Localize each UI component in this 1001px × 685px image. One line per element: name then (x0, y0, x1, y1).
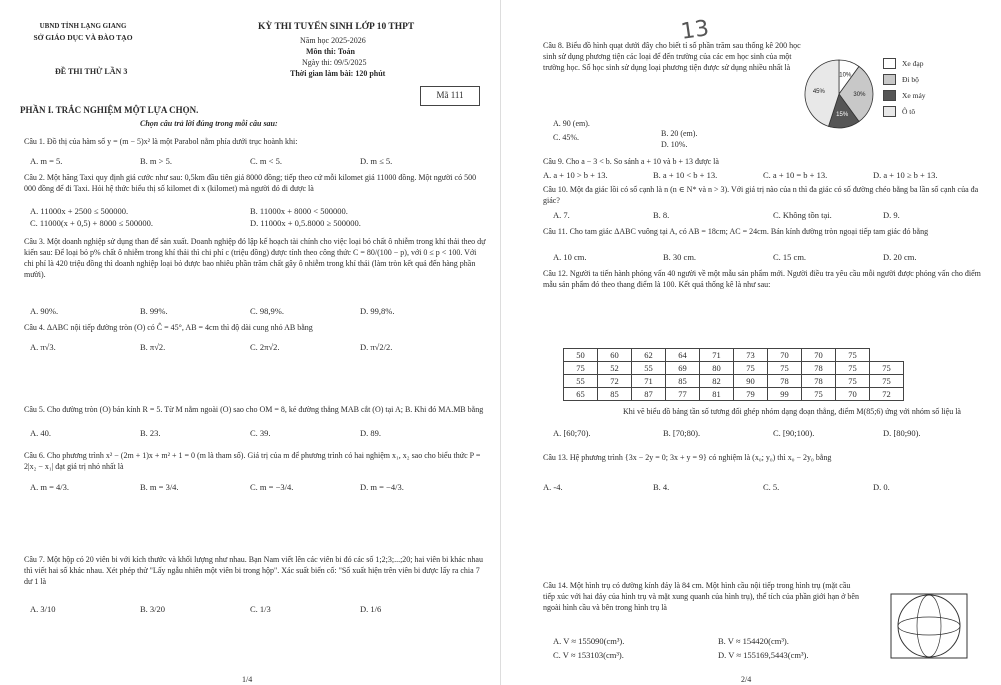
option: D. 0. (873, 482, 890, 492)
question-5: Câu 5. Cho đường tròn (O) bán kính R = 5. Từ M nằm ngoài (O) sao cho OM = 8, kẻ đường thẳng MAB cắt (O) tại A; B. Khi đó MA.MB bằng (24, 405, 484, 414)
option: D. 11000x + 0,5.8000 ≥ 500000. (250, 218, 361, 228)
table-cell: 75 (802, 388, 836, 401)
question-10: Câu 10. Một đa giác lồi có số cạnh là n (n ∈ N* và n > 3). Với giá trị nào của n thì đa giác có số đường chéo bằng ba lần số cạnh của đa giác? (543, 185, 979, 205)
question-9: Câu 9. Cho a − 3 < b. So sánh a + 10 và b + 13 được là (543, 157, 719, 166)
option: C. 15 cm. (773, 252, 807, 262)
table-cell: 75 (836, 362, 870, 375)
table-cell: 70 (768, 349, 802, 362)
option: D. [80;90). (883, 428, 921, 438)
option: B. m = 3/4. (140, 482, 179, 492)
table-cell: 72 (870, 388, 904, 401)
question-4-options (30, 342, 470, 352)
pie-legend (883, 58, 926, 122)
question-3: Câu 3. Một doanh nghiệp sử dụng than để sản xuất. Doanh nghiệp đó lập kế hoạch tài chính cho việc loại bỏ chất ô nhiễm trong khí thải theo dự kiến sau: Để loại bỏ p% chất ô nhiễm trong khí thải thì chi phí c (triệu đồng) được tính theo công thức C = 80/(100 − p), với 0 ≤ p < 100. Với chi phí là 420 triệu đồng thì doanh nghiệp loại bỏ được bao nhiêu phần trăm chất gây ô nhiễm trong khí thải (làm tròn kết quả đến hàng phần mười). (24, 237, 486, 279)
option: C. 39. (250, 428, 271, 438)
table-cell: 90 (734, 375, 768, 388)
sphere-meridian (917, 595, 941, 657)
legend-label: Xe máy (902, 91, 926, 100)
option: A. a + 10 > b + 13. (543, 170, 608, 180)
option: D. m ≤ 5. (360, 156, 393, 166)
table-cell: 75 (870, 362, 904, 375)
legend-label: Xe đạp (902, 59, 924, 68)
question-8: Câu 8. Biểu đồ hình quạt dưới đây cho biết tỉ số phần trăm sau thống kê 200 học sinh sử dụng phương tiện các loại để đến trường của các em học sinh của một trường học. Số học sinh sử dụng loại phương tiện được sử dụng nhiều nhất là (543, 41, 801, 72)
question-6-options (30, 482, 470, 492)
legend-swatch (883, 74, 896, 85)
school-dept (28, 21, 138, 43)
question-12-options (553, 428, 983, 438)
table-cell: 55 (564, 375, 598, 388)
question-14: Câu 14. Một hình trụ có đường kính đáy là 84 cm. Một hình cầu nội tiếp trong hình trụ (mặt cầu tiếp xúc với hai đáy của hình trụ và mặt xung quanh của hình trụ), thể tích của phần giới hạn ở bên ngoài hình cầu và bên trong hình trụ là (543, 581, 859, 612)
question-8-option-d: D. 10%. (661, 140, 688, 149)
dept-lower: SỞ GIÁO DỤC VÀ ĐÀO TẠO (33, 33, 133, 42)
table-row (564, 362, 904, 375)
transport-pie-chart (801, 56, 877, 132)
legend-item (883, 74, 926, 85)
table-cell: 81 (700, 388, 734, 401)
option: A. 40. (30, 428, 52, 438)
option: A. -4. (543, 482, 563, 492)
question-11-options (553, 252, 983, 262)
option: C. m < 5. (250, 156, 282, 166)
table-cell: 64 (666, 349, 700, 362)
question-2-options (30, 206, 470, 228)
option: A. 11000x + 2500 ≤ 500000. (30, 206, 129, 216)
cylinder-outline (891, 594, 967, 658)
option: D. π√2/2. (360, 342, 393, 352)
exam-code: Mã 111 (420, 86, 480, 106)
legend-swatch (883, 58, 896, 69)
option: C. V ≈ 153103(cm³). (553, 650, 624, 660)
legend-item (883, 90, 926, 101)
option: A. m = 5. (30, 156, 63, 166)
handwritten-mark: 13 (679, 16, 711, 45)
option: B. [70;80). (663, 428, 701, 438)
pie-slice-label: 15% (836, 112, 849, 119)
option: D. V ≈ 155169,5443(cm³). (718, 650, 809, 660)
legend-label: Đi bộ (902, 75, 919, 84)
table-cell: 80 (700, 362, 734, 375)
table-cell: 82 (700, 375, 734, 388)
legend-item (883, 106, 926, 117)
option: C. 98,9%. (250, 306, 284, 316)
sphere-outline (898, 595, 960, 657)
option: B. 30 cm. (663, 252, 697, 262)
option: C. 11000(x + 0,5) + 8000 ≤ 500000. (30, 218, 154, 228)
question-11: Câu 11. Cho tam giác ΔABC vuông tại A, có AB = 18cm; AC = 24cm. Bán kính đường tròn ngoại tiếp tam giác đó bằng (543, 227, 929, 236)
table-cell: 55 (632, 362, 666, 375)
option: A. 10 cm. (553, 252, 587, 262)
table-cell: 75 (734, 362, 768, 375)
question-7-options (30, 604, 470, 614)
option: B. 99%. (140, 306, 168, 316)
option: B. 4. (653, 482, 670, 492)
option: A. 90%. (30, 306, 59, 316)
question-8-option-c: C. 45%. (553, 133, 579, 142)
option: C. Không tồn tại. (773, 210, 832, 220)
question-4: Câu 4. ΔABC nội tiếp đường tròn (O) có Ĉ = 45°, AB = 4cm thì độ dài cung nhỏ AB bằng (24, 323, 313, 332)
exam-label: ĐỀ THI THỬ LẦN 3 (55, 67, 128, 76)
option: C. 2π√2. (250, 342, 280, 352)
table-cell: 69 (666, 362, 700, 375)
question-13-options (543, 482, 983, 492)
section-subtitle: Chọn câu trả lời đúng trong mỗi câu sau: (140, 119, 278, 128)
legend-swatch (883, 90, 896, 101)
table-cell: 85 (598, 388, 632, 401)
section-title: PHẦN I. TRẮC NGHIỆM MỘT LỰA CHỌN. (20, 105, 199, 115)
option: D. 9. (883, 210, 900, 220)
table-cell: 99 (768, 388, 802, 401)
question-2: Câu 2. Một hãng Taxi quy định giá cước như sau: 0,5km đầu tiên giá 8000 đồng; tiếp theo cứ mỗi kilomet giá 11000 đồng. Một người có 500 000 đồng để đi Taxi. Hỏi hệ thức biểu thị số kilomet đi x (kilomet) mà người đó đi được là (24, 173, 477, 193)
option: A. π√3. (30, 342, 56, 352)
table-cell: 75 (836, 349, 870, 362)
option: A. m = 4/3. (30, 482, 70, 492)
option: A. [60;70). (553, 428, 591, 438)
question-12-followup: Khi vẽ biểu đồ bảng tần số tương đối ghép nhóm dạng đoạn thẳng, điểm M(85;6) ứng với nhóm số liệu là (623, 407, 961, 416)
table-cell: 70 (802, 349, 836, 362)
option: C. [90;100). (773, 428, 815, 438)
option: A. 3/10 (30, 604, 56, 614)
option: C. 1/3 (250, 604, 271, 614)
sphere-equator (898, 617, 960, 635)
pie-slice-label: 45% (812, 88, 825, 95)
table-cell: 78 (768, 375, 802, 388)
table-cell: 52 (598, 362, 632, 375)
cylinder-sphere-figure (886, 590, 972, 662)
option: D. 89. (360, 428, 382, 438)
table-cell: 75 (564, 362, 598, 375)
table-cell: 75 (836, 375, 870, 388)
question-14-options (553, 636, 883, 660)
exam-title: KỲ THI TUYỂN SINH LỚP 10 THPT (258, 22, 415, 32)
option: C. 5. (763, 482, 780, 492)
table-cell: 87 (632, 388, 666, 401)
legend-item (883, 58, 926, 69)
question-10-options (553, 210, 983, 220)
table-row (564, 349, 904, 362)
legend-swatch (883, 106, 896, 117)
option: D. 20 cm. (883, 252, 917, 262)
table-cell: 79 (734, 388, 768, 401)
question-1: Câu 1. Đồ thị của hàm số y = (m − 5)x² là một Parabol nằm phía dưới trục hoành khi: (24, 137, 298, 146)
option: B. 3/20 (140, 604, 166, 614)
exam-date: Ngày thi: 09/5/2025 (302, 58, 367, 67)
question-1-options (30, 156, 470, 166)
option: B. m > 5. (140, 156, 172, 166)
page-number: 1/4 (242, 675, 253, 684)
option: A. 7. (553, 210, 570, 220)
option: B. a + 10 < b + 13. (653, 170, 718, 180)
table-cell: 50 (564, 349, 598, 362)
option: B. π√2. (140, 342, 166, 352)
score-table (563, 348, 904, 401)
exam-subject: Môn thi: Toán (306, 47, 355, 56)
option: C. a + 10 = b + 13. (763, 170, 828, 180)
exam-year: Năm học 2025-2026 (300, 36, 366, 45)
table-cell: 60 (598, 349, 632, 362)
option: D. m = −4/3. (360, 482, 404, 492)
table-cell: 70 (836, 388, 870, 401)
option: B. 23. (140, 428, 161, 438)
table-cell: 75 (768, 362, 802, 375)
exam-page-2 (501, 0, 1001, 685)
question-8-option-b: B. 20 (em). (661, 129, 698, 138)
pie-slice-label: 10% (839, 72, 852, 79)
legend-label: Ô tô (902, 107, 916, 116)
option: C. m = −3/4. (250, 482, 294, 492)
table-cell: 65 (564, 388, 598, 401)
question-8-option-a: A. 90 (em). (553, 119, 590, 128)
question-13: Câu 13. Hệ phương trình {3x − 2y = 0; 3x + y = 9} có nghiệm là (x₀; y₀) thì x₀ − 2y₀ bằng (543, 453, 832, 462)
option: B. 8. (653, 210, 670, 220)
option: A. V ≈ 155090(cm³). (553, 636, 625, 646)
table-cell: 85 (666, 375, 700, 388)
table-cell: 71 (700, 349, 734, 362)
exam-duration: Thời gian làm bài: 120 phút (290, 69, 386, 78)
table-cell: 77 (666, 388, 700, 401)
question-12: Câu 12. Người ta tiến hành phỏng vấn 40 người về một mẫu sản phẩm mới. Người điều tra yêu cầu mỗi người được phỏng vấn cho điểm mẫu sản phẩm đó theo thang điểm là 100. Kết quả thống kê là như sau: (543, 269, 981, 289)
pie-slice-label: 30% (853, 92, 866, 98)
table-row (564, 388, 904, 401)
option: D. a + 10 ≥ b + 13. (873, 170, 938, 180)
question-5-options (30, 428, 470, 438)
table-row (564, 375, 904, 388)
table-cell: 73 (734, 349, 768, 362)
option: D. 99,8%. (360, 306, 395, 316)
option: D. 1/6 (360, 604, 382, 614)
question-7: Câu 7. Một hộp có 20 viên bi với kích thước và khối lượng như nhau. Bạn Nam viết lên các viên bi đó các số 1;2;3;...;20; hai viên bi khác nhau thì viết hai số khác nhau. Xét phép thử "Lấy ngẫu nhiên một viên bi trong hộp". Xác suất biến cố: "Số xuất hiện trên viên bi được lấy ra chia 7 dư 1 là (24, 555, 483, 586)
table-cell: 75 (870, 375, 904, 388)
question-9-options (543, 170, 983, 180)
question-6: Câu 6. Cho phương trình x² − (2m + 1)x + m² + 1 = 0 (m là tham số). Giá trị của m để phương trình có hai nghiệm x₁, x₂ sao cho biểu thức P = 2|x₂ − x₁| đạt giá trị nhỏ nhất là (24, 451, 481, 471)
table-cell: 71 (632, 375, 666, 388)
option: B. 11000x + 8000 < 500000. (250, 206, 348, 216)
option: B. V ≈ 154420(cm³). (718, 636, 789, 646)
table-cell: 78 (802, 362, 836, 375)
table-cell: 72 (598, 375, 632, 388)
dept-upper: UBND TỈNH LẠNG GIANG (39, 22, 127, 30)
page-number: 2/4 (741, 675, 752, 684)
table-cell: 62 (632, 349, 666, 362)
table-cell: 78 (802, 375, 836, 388)
question-3-options (30, 306, 470, 316)
